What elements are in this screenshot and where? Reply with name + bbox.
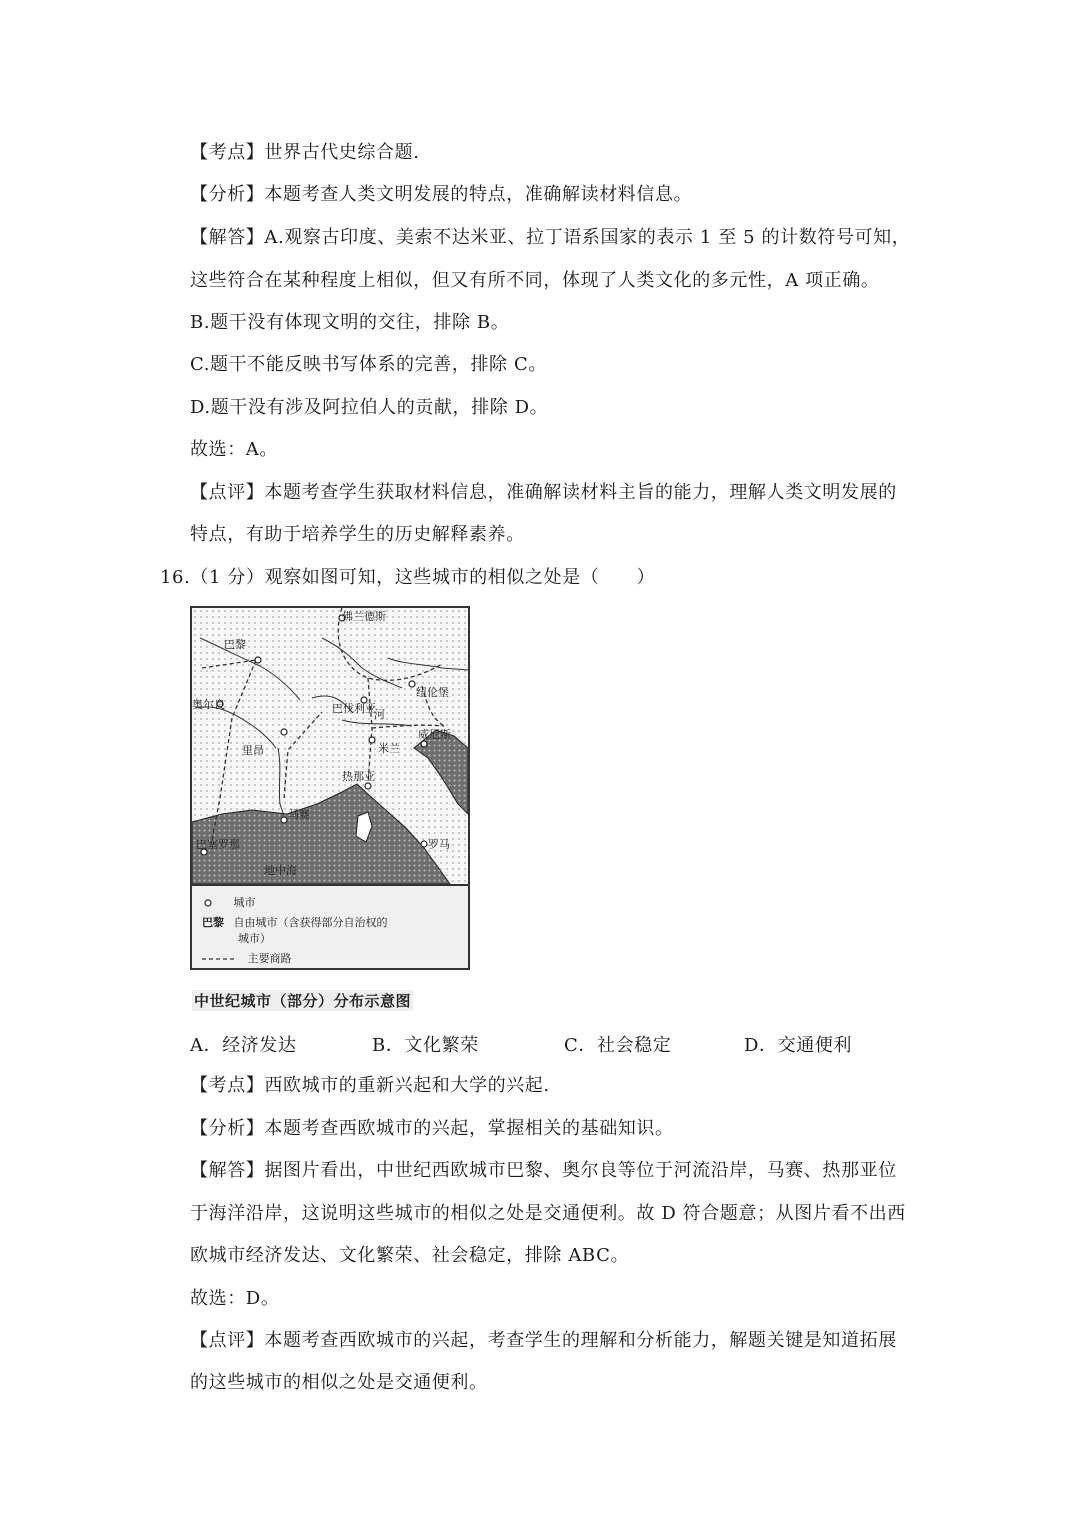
trade-route-7 [202,660,256,668]
q16-title: 16.（1 分）观察如图可知，这些城市的相似之处是（ ） [160,567,656,588]
label-paris: 巴黎 [224,638,246,651]
label-marseille: 马赛 [288,808,310,821]
legend-city-label: 城市 [233,896,256,909]
trade-route-3 [368,678,372,784]
q16-option-c: C．社会稳定 [564,1035,672,1056]
mediterranean-sea [192,784,450,884]
dashed-line-icon [202,955,236,963]
legend-city-row [202,894,256,910]
q15-dianping-line-1: 【点评】本题考查学生获取材料信息，准确解读材料主旨的能力，理解人类文明发展的 [190,482,897,503]
legend-routes-label: 主要商路 [247,952,292,965]
river-rhone [278,748,284,816]
q15-dianping-line-2: 特点，有助于培养学生的历史解释素养。 [190,524,525,545]
label-barcelona: 巴塞罗那 [196,838,240,851]
q16-kaodian: 【考点】西欧城市的重新兴起和大学的兴起. [190,1075,550,1096]
city-genoa-marker [365,783,371,789]
legend-routes-row [202,950,292,966]
legend-free-city-label-2: 城市） [238,932,271,945]
river-loire [196,707,276,748]
legend-free-city-label: 自由城市（含获得部分自治权的 [233,916,388,929]
label-orleans: 奥尔良 [192,698,225,711]
label-milan: 米兰 [378,742,400,755]
label-bavaria: 巴伐利亚 [332,702,376,715]
q16-jieda-line-1: 【解答】据图片看出，中世纪西欧城市巴黎、奥尔良等位于河流沿岸，马赛、热那亚位 [190,1160,897,1181]
q16-jieda-line-3: 欧城市经济发达、文化繁荣、社会稳定，排除 ABC。 [190,1245,630,1266]
map-drawing [192,608,468,884]
label-rome: 罗马 [428,838,450,851]
q15-fenxi: 【分析】本题考查人类文明发展的特点，准确解读材料信息。 [190,184,693,205]
q16-answer: 故选：D。 [190,1288,280,1309]
q16-option-b: B．文化繁荣 [372,1035,479,1056]
q16-options [190,1031,910,1057]
city-venice-marker [421,741,427,747]
river-seine [200,638,300,700]
map-caption: 中世纪城市（部分）分布示意图 [194,992,412,1010]
q16-option-a: A．经济发达 [190,1035,297,1056]
q15-option-d-analysis: D.题干没有涉及阿拉伯人的贡献，排除 D。 [190,397,549,418]
trade-route-6 [284,712,322,798]
q15-kaodian: 【考点】世界古代史综合题. [190,142,420,163]
q16-fenxi: 【分析】本题考查西欧城市的兴起，掌握相关的基础知识。 [190,1118,674,1139]
map-legend [192,884,468,970]
city-nuremberg-marker [409,681,415,687]
city-lyon-marker [281,729,287,735]
label-nuremberg: 纽伦堡 [416,686,449,699]
city-milan-marker [369,737,375,743]
q15-jieda-line-2: 这些符合在某种程度上相似，但又有所不同，体现了人类文化的多元性，A 项正确。 [190,270,880,291]
city-paris-marker [255,657,261,663]
q16-option-d: D．交通便利 [744,1035,853,1056]
city-circle-icon [202,897,214,909]
q15-option-b-analysis: B.题干没有体现文明的交往，排除 B。 [190,312,510,333]
q16-jieda-line-2: 于海洋沿岸，这说明这些城市的相似之处是交通便利。故 D 符合题意；从图片看不出西 [190,1203,906,1224]
q16-dianping-line-2: 的这些城市的相似之处是交通便利。 [190,1372,488,1393]
q16-dianping-line-1: 【点评】本题考查西欧城市的兴起，考查学生的理解和分析能力，解题关键是知道拓展 [190,1330,897,1351]
label-genoa: 热那亚 [342,770,375,783]
label-venice: 威尼斯 [418,728,451,741]
city-rome-marker [421,841,427,847]
q15-option-c-analysis: C.题干不能反映书写体系的完善，排除 C。 [190,354,547,375]
legend-free-city-sample: 巴黎 [202,916,224,929]
label-flanders: 佛兰德斯 [342,610,386,623]
river-rhine [322,638,402,688]
label-mediterranean: 地中海 [264,864,297,877]
medieval-cities-map [190,606,470,970]
label-lyon: 里昂 [242,744,264,757]
label-river: 河 [374,708,385,721]
q15-jieda-line-1: 【解答】A.观察古印度、美索不达米亚、拉丁语系国家的表示 1 至 5 的计数符号可知， [190,227,911,248]
river-danube [388,658,468,670]
legend-free-city-row [202,914,388,930]
q15-answer: 故选：A。 [190,439,278,460]
city-marseille-marker [281,817,287,823]
